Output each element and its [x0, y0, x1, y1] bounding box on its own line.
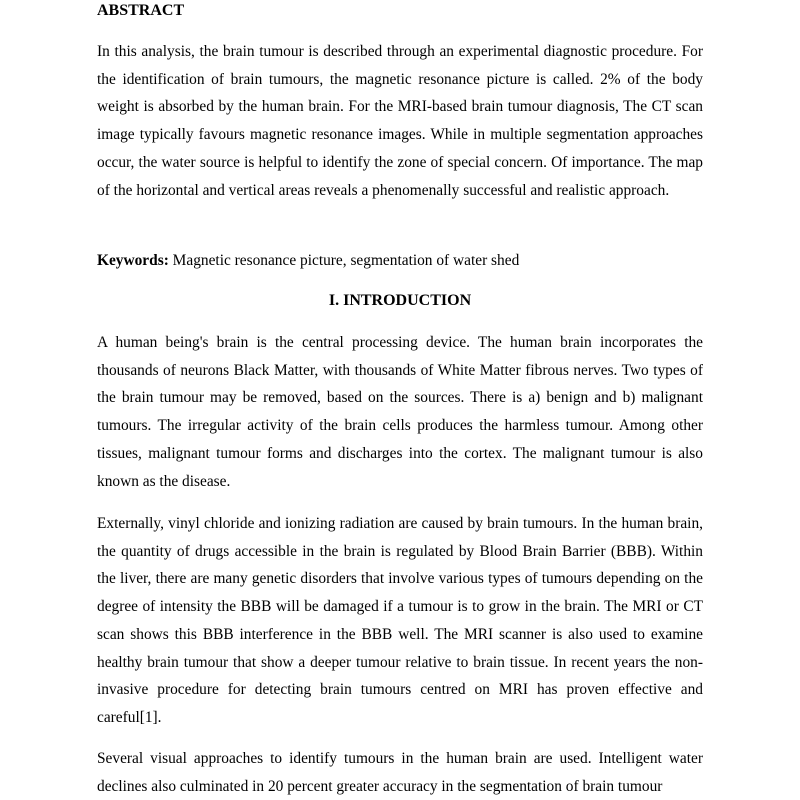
introduction-paragraph-1: A human being's brain is the central processing device. The human brain incorporates the thousands of neurons Black Matter, with thousands of White Matter fibrous nerves. Two types of the brain tumour may be removed, based on the sources. There is a) benign and b) malignant tumours. The irregular activity of the brain cells produces the harmless tumour. Among other tissues, malignant tumour forms and discharges into the cortex. The malignant tumour is also known as the disease. [97, 334, 703, 490]
abstract-heading: ABSTRACT [97, 2, 185, 19]
keywords-text: Magnetic resonance picture, segmentation of water shed [168, 252, 520, 269]
introduction-paragraph-2: Externally, vinyl chloride and ionizing radiation are caused by brain tumours. In the human brain, the quantity of drugs accessible in the brain is regulated by Blood Brain Barrier (BBB). Within the liver, there are many genetic disorders that involve various types of tumours depending on the degree of intensity the BBB will be damaged if a tumour is to grow in the brain. The MRI or CT scan shows this BBB interference in the BBB well. The MRI scanner is also used to examine healthy brain tumour that show a deeper tumour relative to brain tissue. In recent years the non-invasive procedure for detecting brain tumours centred on MRI has proven effective and careful[1]. [97, 515, 703, 726]
abstract-text: In this analysis, the brain tumour is described through an experimental diagnostic procedure. For the identification of brain tumours, the magnetic resonance picture is called. 2% of the body weight is absorbed by the human brain. For the MRI-based brain tumour diagnosis, The CT scan image typically favours magnetic resonance images. While in multiple segmentation approaches occur, the water source is helpful to identify the zone of special concern. Of importance. The map of the horizontal and vertical areas reveals a phenomenally successful and realistic approach. [97, 43, 703, 199]
keywords-label: Keywords: [97, 252, 169, 269]
keywords-line [97, 247, 703, 275]
introduction-heading: I. INTRODUCTION [328, 292, 472, 309]
introduction-paragraph-3: Several visual approaches to identify tumours in the human brain are used. Intelligent water declines also culminated in 20 percent greater accuracy in the segmentation of brain tumour [97, 750, 703, 795]
